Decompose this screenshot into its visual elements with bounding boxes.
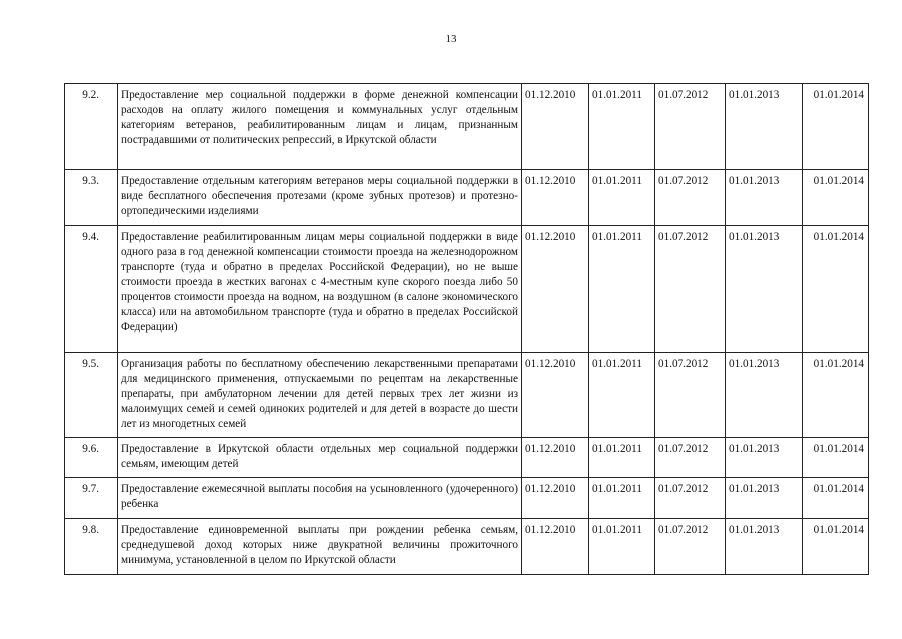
row-number: 9.5. bbox=[65, 353, 118, 438]
row-number: 9.6. bbox=[65, 438, 118, 478]
row-description: Предоставление ежемесячной выплаты пособия на усыновленного (удочеренного) ребенка bbox=[118, 478, 522, 519]
table-row bbox=[65, 438, 869, 478]
date-cell: 01.01.2013 bbox=[726, 519, 803, 575]
date-cell: 01.01.2011 bbox=[589, 170, 655, 226]
table-row bbox=[65, 519, 869, 575]
row-description: Предоставление мер социальной поддержки в форме денежной компенсации расходов на оплату жилого помещения и коммунальных услуг отдельным категориям ветеранов, реабилитированным лицам и лицам, признанным пострадавшими от политических репрессий, в Иркутской области bbox=[118, 84, 522, 170]
row-number: 9.2. bbox=[65, 84, 118, 170]
date-cell: 01.01.2013 bbox=[726, 84, 803, 170]
date-cell: 01.01.2013 bbox=[726, 353, 803, 438]
date-cell: 01.07.2012 bbox=[655, 170, 726, 226]
date-cell: 01.01.2013 bbox=[726, 226, 803, 353]
date-cell: 01.01.2013 bbox=[726, 478, 803, 519]
row-number: 9.8. bbox=[65, 519, 118, 575]
date-cell: 01.01.2011 bbox=[589, 353, 655, 438]
table-row bbox=[65, 170, 869, 226]
table-row bbox=[65, 353, 869, 438]
row-number: 9.7. bbox=[65, 478, 118, 519]
date-cell: 01.01.2013 bbox=[726, 170, 803, 226]
date-cell: 01.12.2010 bbox=[522, 226, 589, 353]
date-cell: 01.01.2011 bbox=[589, 438, 655, 478]
date-cell: 01.01.2014 bbox=[803, 170, 869, 226]
date-cell: 01.07.2012 bbox=[655, 519, 726, 575]
date-cell: 01.12.2010 bbox=[522, 170, 589, 226]
date-cell: 01.07.2012 bbox=[655, 84, 726, 170]
date-cell: 01.01.2014 bbox=[803, 438, 869, 478]
date-cell: 01.07.2012 bbox=[655, 438, 726, 478]
date-cell: 01.07.2012 bbox=[655, 353, 726, 438]
row-description: Предоставление единовременной выплаты при рождении ребенка семьям, среднедушевой доход которых ниже двукратной величины прожиточного минимума, установленной в целом по Иркутской области bbox=[118, 519, 522, 575]
date-cell: 01.01.2014 bbox=[803, 519, 869, 575]
date-cell: 01.01.2013 bbox=[726, 438, 803, 478]
date-cell: 01.01.2014 bbox=[803, 84, 869, 170]
date-cell: 01.12.2010 bbox=[522, 84, 589, 170]
date-cell: 01.07.2012 bbox=[655, 478, 726, 519]
date-cell: 01.01.2011 bbox=[589, 478, 655, 519]
row-description: Организация работы по бесплатному обеспечению лекарственными препаратами для медицинского применения, отпускаемыми по рецептам на лекарственные препараты, при амбулаторном лечении для детей первых трех лет жизни из малоимущих семей и семей одиноких родителей и для детей в возрасте до шести лет из многодетных семей bbox=[118, 353, 522, 438]
date-cell: 01.01.2011 bbox=[589, 519, 655, 575]
row-number: 9.3. bbox=[65, 170, 118, 226]
page-number: 13 bbox=[445, 33, 457, 45]
date-cell: 01.12.2010 bbox=[522, 438, 589, 478]
table-row bbox=[65, 84, 869, 170]
date-cell: 01.01.2014 bbox=[803, 478, 869, 519]
date-cell: 01.12.2010 bbox=[522, 519, 589, 575]
row-number: 9.4. bbox=[65, 226, 118, 353]
row-description: Предоставление в Иркутской области отдельных мер социальной поддержки семьям, имеющим детей bbox=[118, 438, 522, 478]
date-cell: 01.12.2010 bbox=[522, 478, 589, 519]
date-cell: 01.01.2014 bbox=[803, 353, 869, 438]
schedule-table bbox=[64, 83, 869, 575]
row-description: Предоставление реабилитированным лицам меры социальной поддержки в виде одного раза в год денежной компенсации стоимости проезда на железнодорожном транспорте (туда и обратно в пределах Российской Федерации), но не выше стоимости проезда в жестких вагонах с 4-местным купе скорого поезда либо 50 процентов стоимости проезда на водном, на воздушном (в салоне экономического класса) или на автомобильном транспорте (туда и обратно в пределах Российской Федерации) bbox=[118, 226, 522, 353]
date-cell: 01.01.2014 bbox=[803, 226, 869, 353]
table-row bbox=[65, 478, 869, 519]
date-cell: 01.01.2011 bbox=[589, 226, 655, 353]
date-cell: 01.07.2012 bbox=[655, 226, 726, 353]
date-cell: 01.12.2010 bbox=[522, 353, 589, 438]
table-row bbox=[65, 226, 869, 353]
date-cell: 01.01.2011 bbox=[589, 84, 655, 170]
row-description: Предоставление отдельным категориям ветеранов меры социальной поддержки в виде бесплатного обеспечения протезами (кроме зубных протезов) и протезно-ортопедическими изделиями bbox=[118, 170, 522, 226]
